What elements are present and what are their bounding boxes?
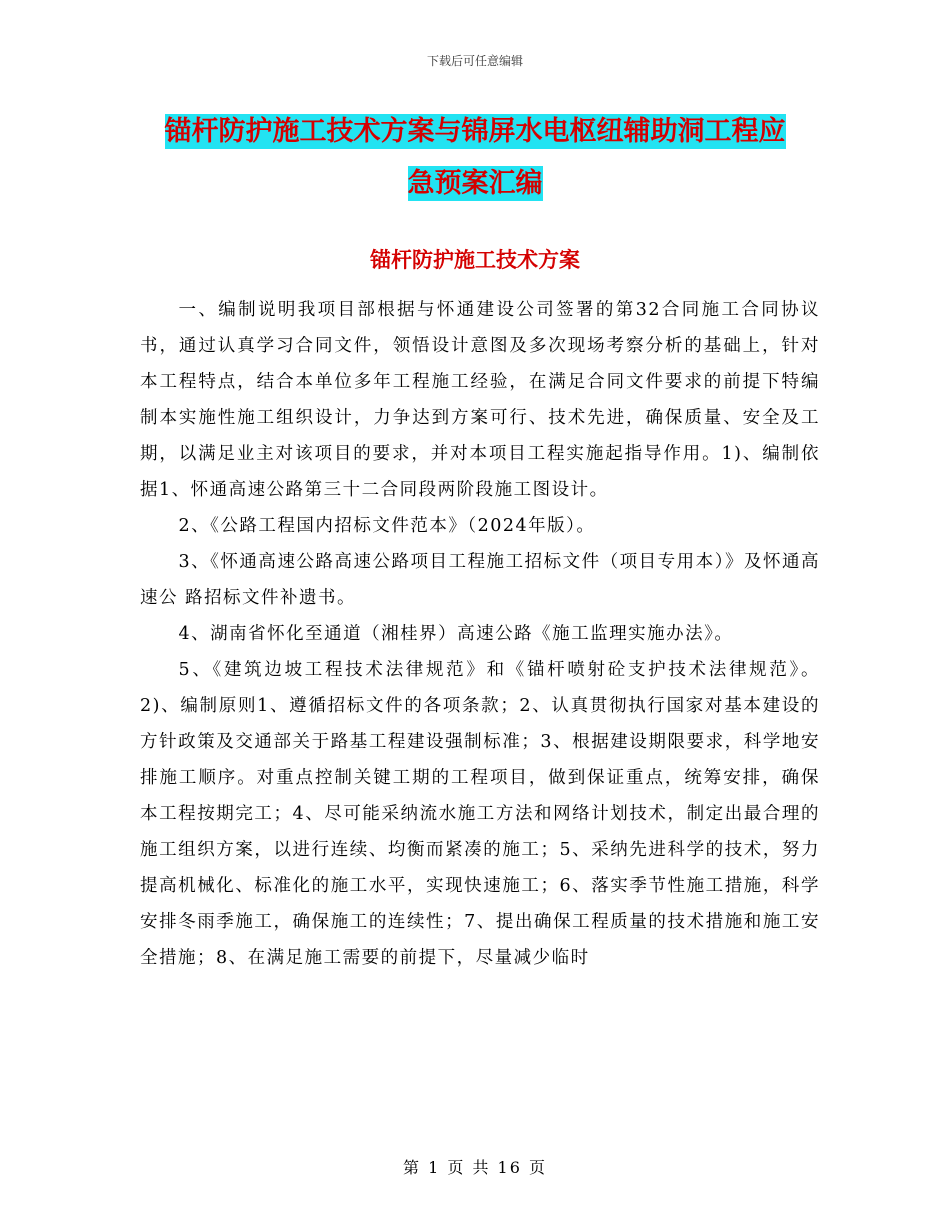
header-note: 下载后可任意编辑	[426, 54, 523, 68]
paragraph: 一、编制说明我项目部根据与怀通建设公司签署的第32合同施工合同协议书，通过认真学习合同文件，领悟设计意图及多次现场考察分析的基础上，针对本工程特点，结合本单位多年工程施工经验，在满足合同文件要求的前提下特编制本实施性施工组织设计，力争达到方案可行、技术先进，确保质量、安全及工期，以满足业主对该项目的要求，并对本项目工程实施起指导作用。1)、编制依据1、怀通高速公路第三十二合同段两阶段施工图设计。	[140, 300, 820, 500]
document-title-line-1: 锚杆防护施工技术方案与锦屏水电枢纽辅助洞工程应	[164, 116, 786, 147]
document-title	[0, 106, 950, 210]
page-number-footer: 第 1 页 共 16 页	[403, 1158, 547, 1177]
paragraph: 4、湖南省怀化至通道（湘桂界）高速公路《施工监理实施办法》。	[178, 624, 734, 644]
paragraph: 5、《建筑边坡工程技术法律规范》和《锚杆喷射砼支护技术法律规范》。2)、编制原则1、遵循招标文件的各项条款；2、认真贯彻执行国家对基本建设的方针政策及交通部关于路基工程建设强制标准；3、根据建设期限要求，科学地安排施工顺序。对重点控制关键工期的工程项目，做到保证重点，统筹安排，确保本工程按期完工；4、尽可能采纳流水施工方法和网络计划技术，制定出最合理的施工组织方案，以进行连续、均衡而紧凑的施工；5、采纳先进科学的技术，努力提高机械化、标准化的施工水平，实现快速施工；6、落实季节性施工措施，科学安排冬雨季施工，确保施工的连续性；7、提出确保工程质量的技术措施和施工安全措施；8、在满足施工需要的前提下，尽量减少临时	[140, 660, 820, 968]
section-title: 锚杆防护施工技术方案	[370, 248, 580, 272]
document-title-line-2: 急预案汇编	[407, 168, 543, 199]
paragraph: 3、《怀通高速公路高速公路项目工程施工招标文件（项目专用本）》及怀通高速公 路招标文件补遗书。	[140, 552, 820, 608]
body-text	[140, 292, 820, 976]
paragraph: 2、《公路工程国内招标文件范本》（2024年版）。	[178, 516, 596, 536]
